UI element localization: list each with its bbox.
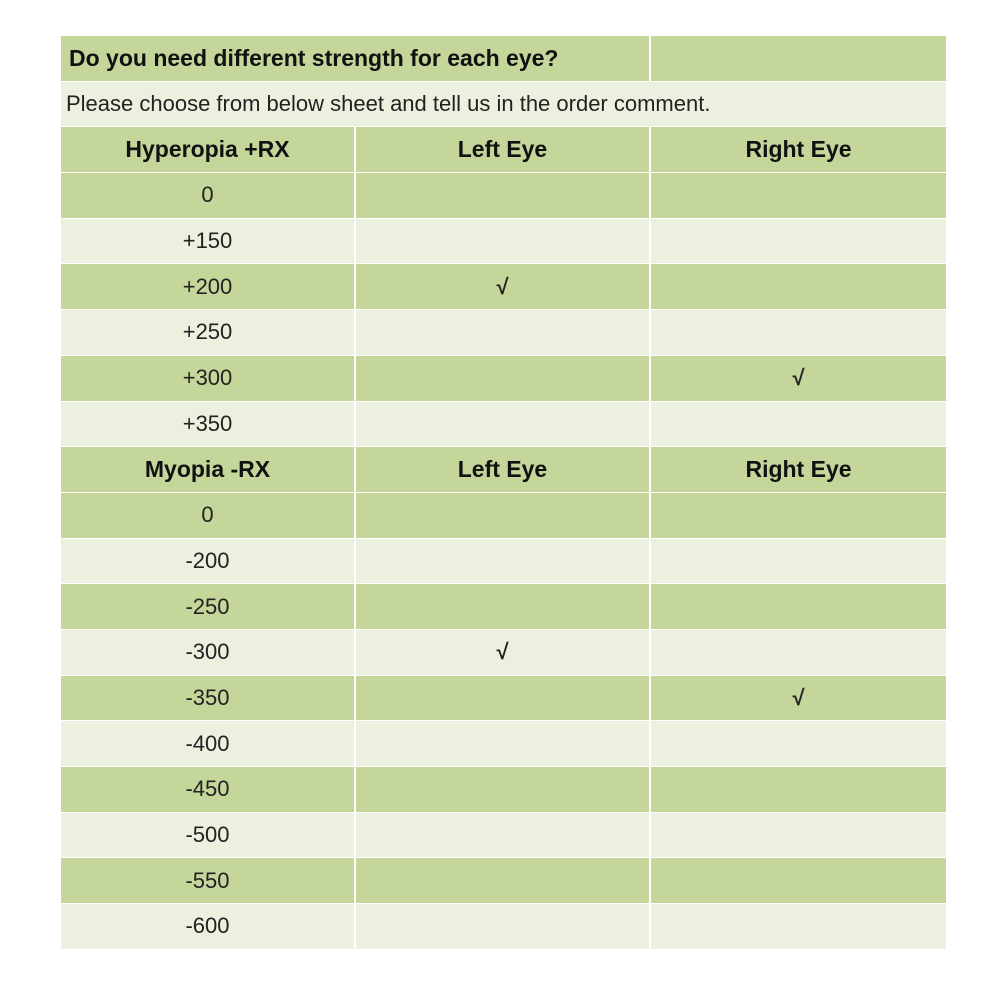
table-row xyxy=(61,904,946,950)
myopia-body xyxy=(61,493,946,950)
rx-value: -300 xyxy=(61,630,356,675)
rx-value: 0 xyxy=(61,493,356,538)
left-eye-cell xyxy=(356,173,651,218)
right-eye-cell xyxy=(651,630,946,675)
right-eye-cell xyxy=(651,173,946,218)
hyperopia-header-right: Right Eye xyxy=(745,136,852,163)
right-eye-cell xyxy=(651,493,946,538)
right-eye-cell xyxy=(651,813,946,858)
right-eye-cell xyxy=(651,264,946,309)
rx-value: -200 xyxy=(61,539,356,584)
table-row xyxy=(61,676,946,722)
rx-value: -400 xyxy=(61,721,356,766)
left-eye-cell xyxy=(356,858,651,903)
hyperopia-header-left: Left Eye xyxy=(356,127,651,172)
table-row xyxy=(61,813,946,859)
left-eye-cell: √ xyxy=(356,264,651,309)
hyperopia-body xyxy=(61,173,946,447)
right-eye-cell xyxy=(651,310,946,355)
table-row xyxy=(61,264,946,310)
table-row xyxy=(61,858,946,904)
rx-value: +200 xyxy=(61,264,356,309)
hyperopia-header-rx: Hyperopia +RX xyxy=(61,127,356,172)
rx-value: +300 xyxy=(61,356,356,401)
right-eye-cell xyxy=(651,539,946,584)
table-row xyxy=(61,721,946,767)
table-row xyxy=(61,767,946,813)
left-eye-cell xyxy=(356,493,651,538)
left-eye-cell xyxy=(356,584,651,629)
title-empty-cell xyxy=(651,36,946,81)
rx-value: 0 xyxy=(61,173,356,218)
rx-value: -350 xyxy=(61,676,356,721)
rx-value: +150 xyxy=(61,219,356,264)
prescription-sheet xyxy=(61,36,946,950)
left-eye-cell xyxy=(356,813,651,858)
rx-value: -600 xyxy=(61,904,356,949)
left-eye-cell xyxy=(356,904,651,949)
left-eye-cell xyxy=(356,539,651,584)
right-eye-cell xyxy=(651,584,946,629)
myopia-header-rx: Myopia -RX xyxy=(61,447,356,492)
right-eye-cell xyxy=(651,904,946,949)
left-eye-cell xyxy=(356,402,651,447)
right-eye-cell xyxy=(651,219,946,264)
rx-value: -500 xyxy=(61,813,356,858)
right-eye-cell: √ xyxy=(792,684,805,710)
rx-value: +250 xyxy=(61,310,356,355)
table-row xyxy=(61,356,946,402)
right-eye-cell xyxy=(651,767,946,812)
hyperopia-header-row xyxy=(61,127,946,173)
table-row xyxy=(61,539,946,585)
left-eye-cell xyxy=(356,356,651,401)
right-eye-cell xyxy=(651,402,946,447)
rx-value: -450 xyxy=(61,767,356,812)
rx-value: -250 xyxy=(61,584,356,629)
table-row xyxy=(61,173,946,219)
myopia-header-row xyxy=(61,447,946,493)
myopia-header-right: Right Eye xyxy=(745,456,852,483)
right-eye-cell xyxy=(651,721,946,766)
table-row xyxy=(61,402,946,448)
table-row xyxy=(61,584,946,630)
left-eye-cell xyxy=(356,219,651,264)
rx-value: +350 xyxy=(61,402,356,447)
table-row xyxy=(61,630,946,676)
sheet-note: Please choose from below sheet and tell us in the order comment. xyxy=(66,91,711,117)
left-eye-cell: √ xyxy=(356,630,651,675)
myopia-header-left: Left Eye xyxy=(356,447,651,492)
rx-value: -550 xyxy=(61,858,356,903)
title-row xyxy=(61,36,946,82)
note-row xyxy=(61,82,946,128)
left-eye-cell xyxy=(356,767,651,812)
table-row xyxy=(61,219,946,265)
right-eye-cell: √ xyxy=(792,365,805,391)
left-eye-cell xyxy=(356,310,651,355)
left-eye-cell xyxy=(356,676,651,721)
sheet-title: Do you need different strength for each eye? xyxy=(61,36,651,81)
table-row xyxy=(61,310,946,356)
table-row xyxy=(61,493,946,539)
right-eye-cell xyxy=(651,858,946,903)
left-eye-cell xyxy=(356,721,651,766)
